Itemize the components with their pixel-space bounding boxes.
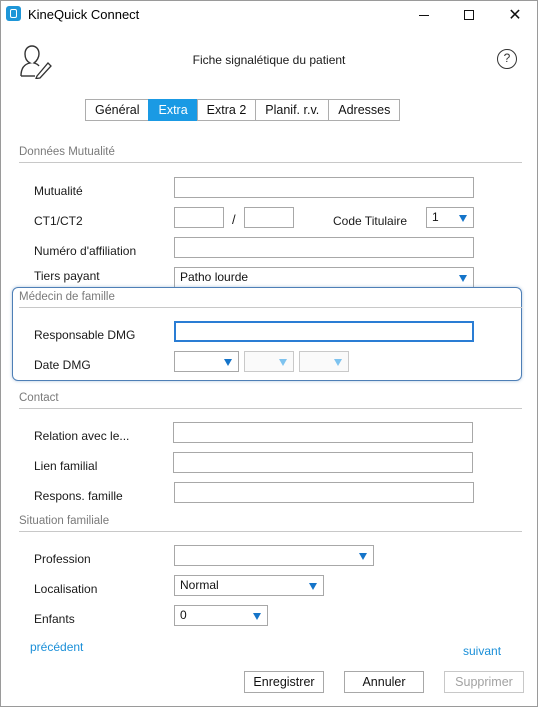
- tab-extra[interactable]: Extra: [148, 99, 196, 121]
- window-title: KineQuick Connect: [28, 7, 140, 22]
- section-title-medecin: Médecin de famille: [19, 291, 115, 303]
- affiliation-label: Numéro d'affiliation: [34, 244, 137, 258]
- section-title-situation: Situation familiale: [19, 515, 110, 527]
- enfants-label: Enfants: [34, 612, 75, 626]
- tiers-payant-select[interactable]: [174, 267, 474, 288]
- lien-familial-input[interactable]: [173, 452, 473, 473]
- ct2-input[interactable]: [244, 207, 294, 228]
- maximize-button[interactable]: [446, 1, 492, 29]
- minimize-button[interactable]: [401, 1, 447, 29]
- tab-planif[interactable]: Planif. r.v.: [255, 99, 328, 121]
- close-button[interactable]: [492, 1, 538, 29]
- chevron-down-icon: [334, 359, 342, 366]
- respons-famille-label: Respons. famille: [34, 489, 123, 503]
- ct1-input[interactable]: [174, 207, 224, 228]
- title-bar: [1, 1, 537, 29]
- tiers-payant-label: Tiers payant: [34, 269, 100, 283]
- section-title-mutualite: Données Mutualité: [19, 146, 115, 158]
- profession-label: Profession: [34, 552, 91, 566]
- lien-familial-label: Lien familial: [34, 459, 98, 473]
- affiliation-input[interactable]: [174, 237, 474, 258]
- tiers-payant-value: Patho lourde: [180, 270, 249, 284]
- next-link[interactable]: suivant: [463, 644, 502, 658]
- chevron-down-icon: [309, 583, 317, 590]
- ct-separator: /: [232, 212, 236, 227]
- tab-general[interactable]: Général: [85, 99, 148, 121]
- enfants-select[interactable]: [174, 605, 268, 626]
- chevron-down-icon: [359, 553, 367, 560]
- maximize-icon: [464, 10, 474, 20]
- localisation-select[interactable]: [174, 575, 324, 596]
- code-titulaire-select[interactable]: [426, 207, 474, 228]
- code-titulaire-value: 1: [432, 210, 439, 224]
- previous-link[interactable]: précédent: [30, 640, 84, 654]
- chevron-down-icon: [224, 359, 232, 366]
- code-titulaire-label: Code Titulaire: [333, 214, 408, 228]
- date-dmg-label: Date DMG: [34, 358, 91, 372]
- minimize-icon: [419, 15, 429, 16]
- respons-famille-input[interactable]: [174, 482, 474, 503]
- chevron-down-icon: [279, 359, 287, 366]
- relation-input[interactable]: [173, 422, 473, 443]
- date-dmg-year-select[interactable]: [299, 351, 349, 372]
- section-divider: [19, 531, 522, 532]
- cancel-button[interactable]: Annuler: [344, 671, 424, 693]
- delete-button[interactable]: Supprimer: [444, 671, 524, 693]
- mutualite-input[interactable]: [174, 177, 474, 198]
- responsable-dmg-input[interactable]: [174, 321, 474, 342]
- localisation-label: Localisation: [34, 582, 98, 596]
- chevron-down-icon: [459, 275, 467, 282]
- section-divider: [19, 307, 522, 308]
- help-icon[interactable]: ?: [497, 49, 517, 69]
- close-icon: ✕: [508, 7, 522, 24]
- mutualite-label: Mutualité: [34, 184, 83, 198]
- date-dmg-month-select[interactable]: [244, 351, 294, 372]
- responsable-dmg-label: Responsable DMG: [34, 328, 136, 342]
- tab-adresses[interactable]: Adresses: [328, 99, 400, 121]
- profession-select[interactable]: [174, 545, 374, 566]
- section-divider: [19, 408, 522, 409]
- tab-bar: [85, 99, 400, 121]
- ct-label: CT1/CT2: [34, 214, 83, 228]
- localisation-value: Normal: [180, 578, 219, 592]
- relation-label: Relation avec le...: [34, 429, 130, 443]
- chevron-down-icon: [459, 215, 467, 222]
- section-title-contact: Contact: [19, 392, 59, 404]
- chevron-down-icon: [253, 613, 261, 620]
- tab-extra-2[interactable]: Extra 2: [197, 99, 256, 121]
- save-button[interactable]: Enregistrer: [244, 671, 324, 693]
- enfants-value: 0: [180, 608, 187, 622]
- date-dmg-day-select[interactable]: [174, 351, 239, 372]
- app-logo-icon: [6, 6, 21, 21]
- page-title: Fiche signalétique du patient: [192, 53, 346, 67]
- section-divider: [19, 162, 522, 163]
